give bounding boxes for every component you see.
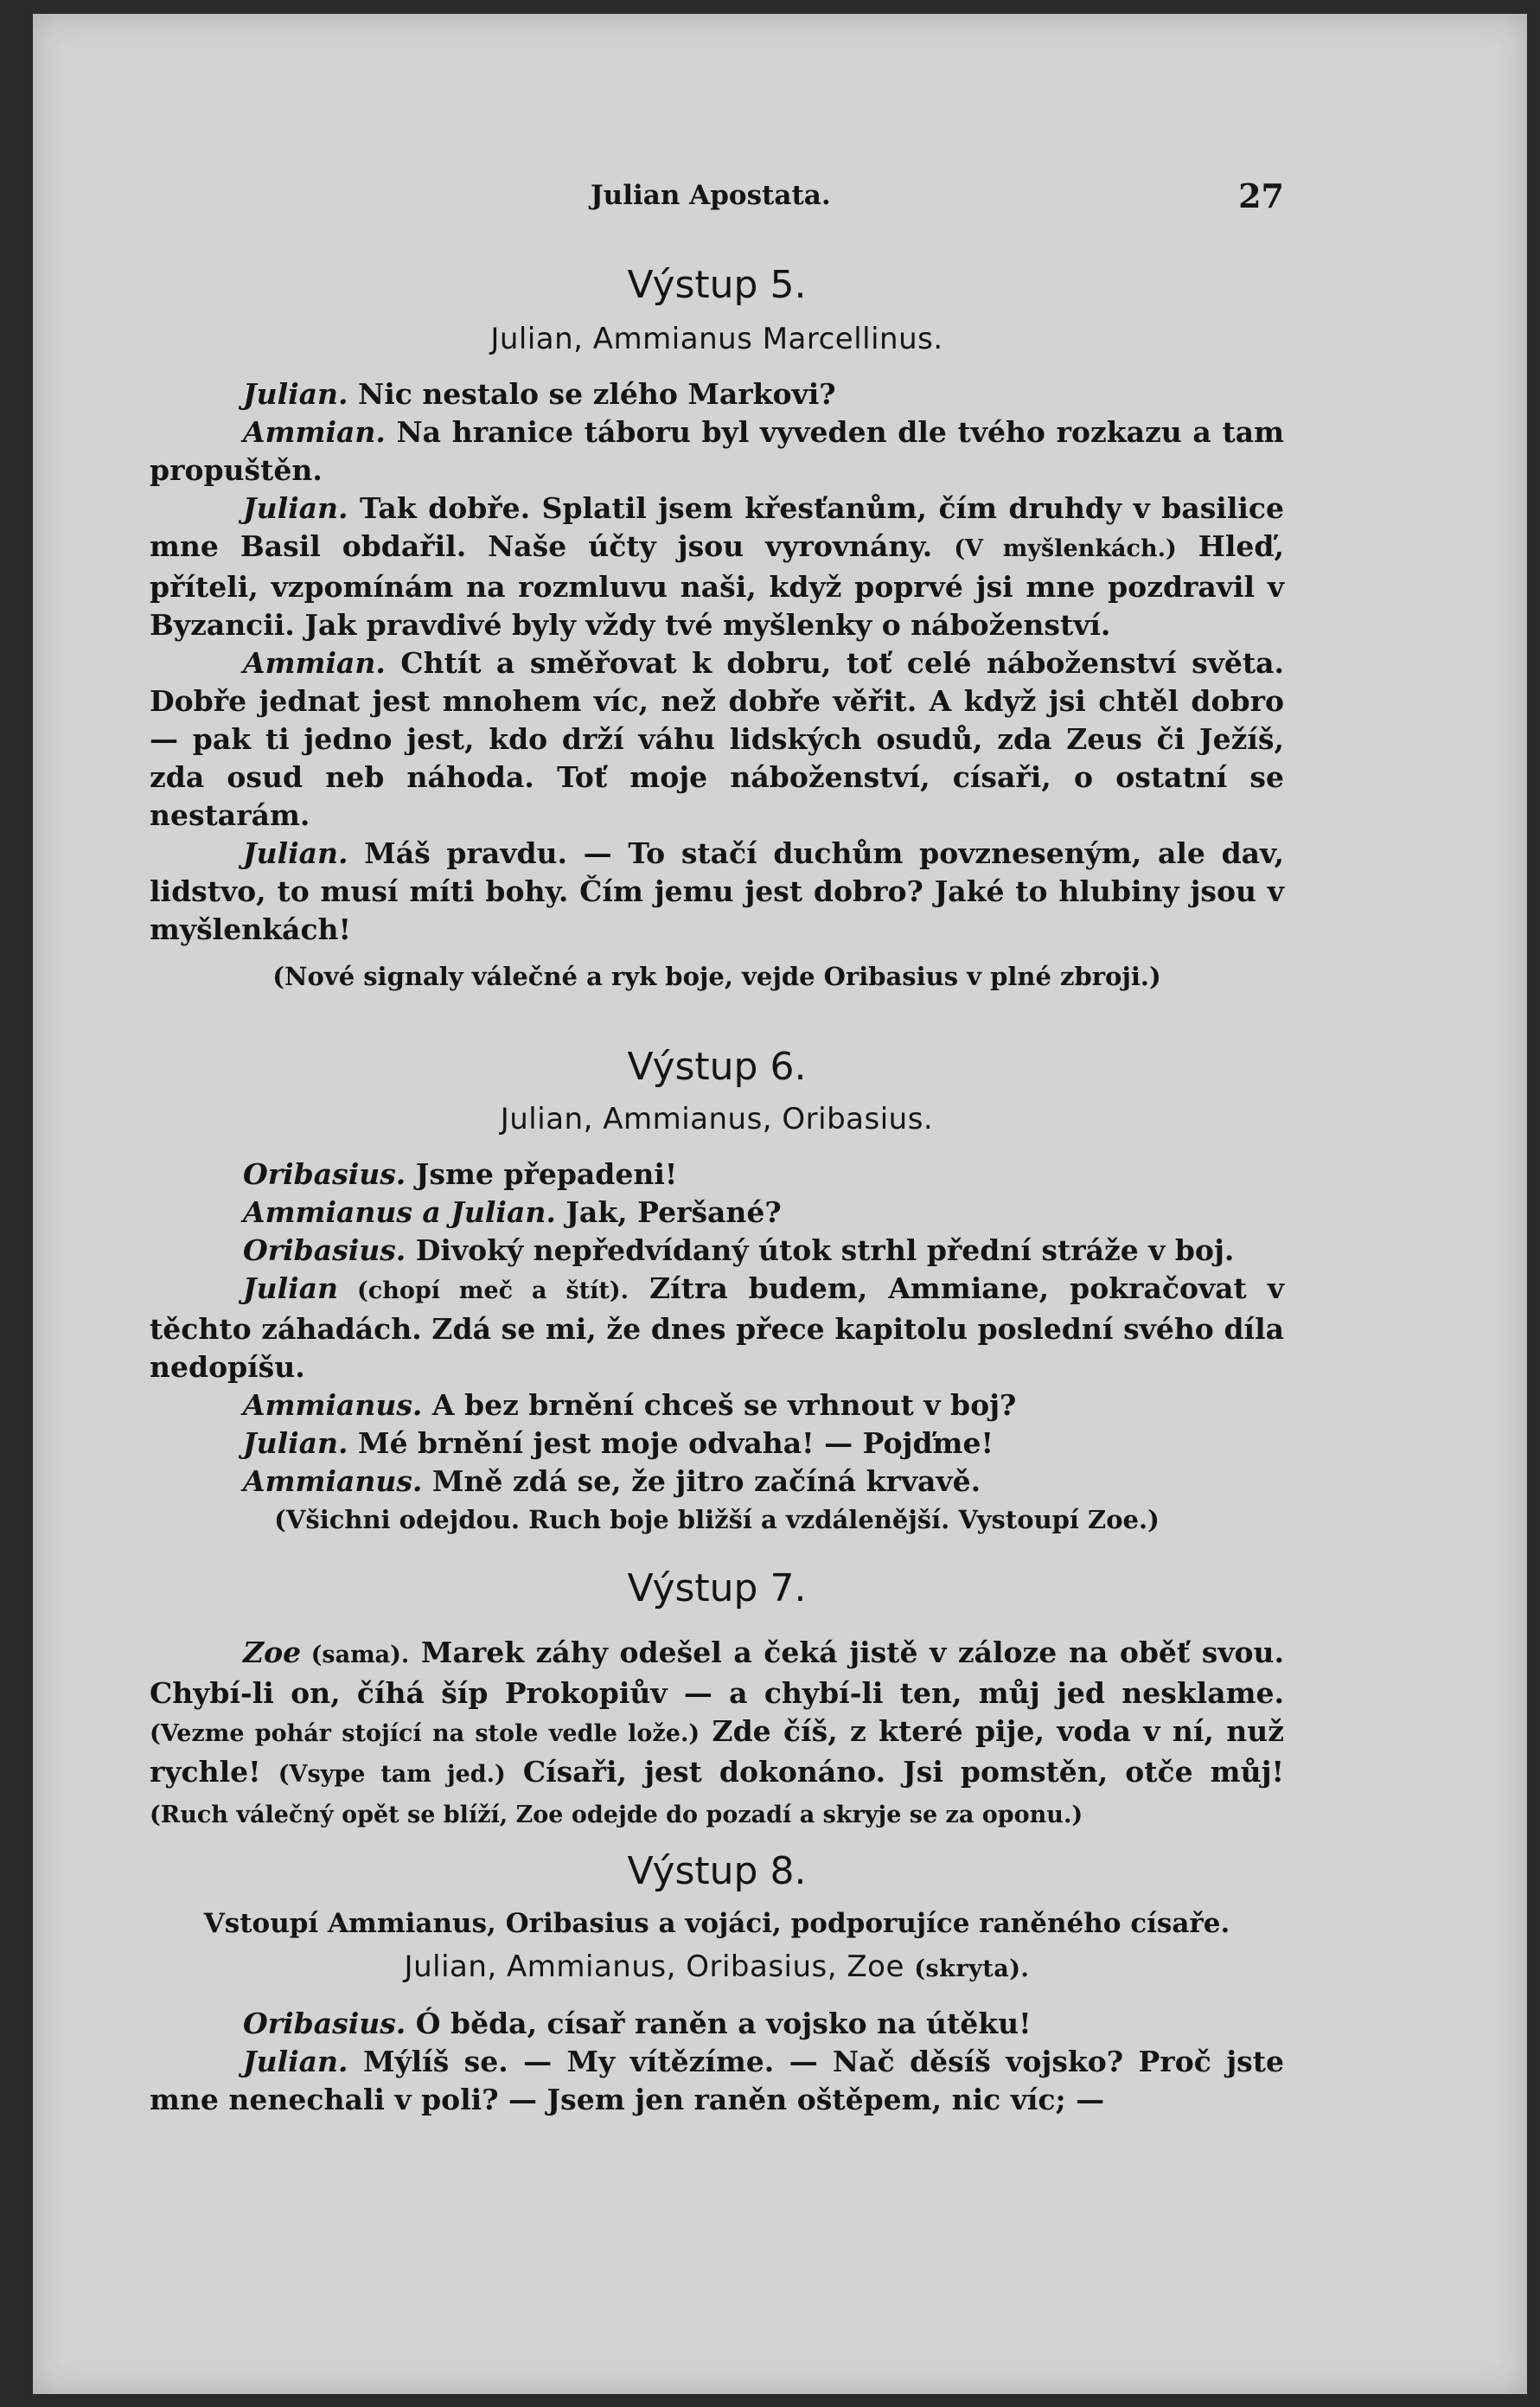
- speaker: Julian.: [243, 377, 348, 411]
- speaker: Ammianus.: [243, 1464, 423, 1498]
- speech-text: Chtít a směřovat k dobru, toť celé náboženství světa. Dobře jednat jest mnohem víc, než dobře věřit. A když jsi chtěl dobro — pak ti jedno jest, kdo drží váhu lidských osudů, zda Zeus či Ježíš, zda osud neb náhoda. Toť moje náboženství, císaři, o ostatní se nestarám.: [150, 646, 1284, 832]
- speech: [150, 490, 1284, 644]
- stage-direction: (V myšlenkách.): [954, 535, 1177, 562]
- scene-6: [150, 1045, 1284, 1539]
- scene-6-heading: Výstup 6.: [627, 1045, 807, 1089]
- speech: [150, 644, 1284, 835]
- speech: [150, 1634, 1284, 1834]
- speech-text: Na hranice táboru byl vyveden dle tvého rozkazu a tam propuštěn.: [150, 415, 1284, 487]
- speech: [150, 2043, 1284, 2119]
- speech-text: Zde číš, z které pije, voda v ní, nuž rychle!: [150, 1714, 1284, 1789]
- speech-text: Jak, Peršané?: [555, 1195, 782, 1229]
- speech: [150, 1424, 1284, 1463]
- speech: [150, 413, 1284, 490]
- speech: [150, 1155, 1284, 1194]
- speaker: Julian: [243, 1271, 339, 1305]
- scene-6-cast: Julian, Ammianus, Oribasius.: [500, 1102, 934, 1136]
- speaker: Ammianus.: [243, 1388, 423, 1422]
- speech-text: Divoký nepředvídaný útok strhl přední stráže v boj.: [406, 1233, 1235, 1267]
- speech-text: A bez brnění chceš se vrhnout v boj?: [422, 1388, 1017, 1422]
- speech-text: Mýlíš se. — My vítězíme. — Nač děsíš vojsko? Proč jste mne nenechali v poli? — Jsem jen raněn oštěpem, nic víc; —: [150, 2045, 1284, 2116]
- stage-direction: (sama).: [301, 1642, 410, 1668]
- speaker: Julian.: [243, 491, 348, 525]
- speech-text: Císaři, jest dokonáno. Jsi pomstěn, otče můj!: [505, 1755, 1284, 1789]
- speaker: Oribasius.: [243, 1157, 406, 1191]
- running-title: Julian Apostata.: [591, 180, 831, 211]
- speech-text: Zítra budem, Ammiane, pokračovat v těchto záhadách. Zdá se mi, že dnes přece kapitolu poslední svého díla nedopíšu.: [150, 1271, 1284, 1384]
- speech: [150, 1194, 1284, 1232]
- scene-8: [150, 1849, 1284, 2119]
- speech: [150, 1386, 1284, 1424]
- cast-list: Julian, Ammianus, Oribasius, Zoe: [404, 1949, 904, 1984]
- speaker: Ammian.: [243, 415, 386, 449]
- speaker: Julian.: [243, 1426, 348, 1460]
- speaker: Oribasius.: [243, 2007, 406, 2040]
- speech: [150, 835, 1284, 949]
- scene-5: [150, 263, 1284, 995]
- stage-direction: (Vezme pohár stojící na stole vedle lože.): [150, 1720, 700, 1747]
- scene-5-cast: Julian, Ammianus Marcellinus.: [490, 322, 943, 356]
- speaker: Ammianus a Julian.: [243, 1195, 556, 1229]
- speech-text: Marek záhy odešel a čeká jistě v záloze na oběť svou. Chybí-li on, číhá šíp Prokopiův — a chybí-li ten, můj jed nesklame.: [150, 1636, 1284, 1710]
- speech-text: Mé brnění jest moje odvaha! — Pojďme!: [348, 1426, 994, 1460]
- page-number: 27: [1238, 176, 1284, 215]
- speech-text: Máš pravdu. — To stačí duchům povzneseným, ale dav, lidstvo, to musí míti bohy. Čím jemu jest dobro? Jaké to hlubiny jsou v myšlenkách!: [150, 836, 1284, 946]
- speech: [150, 375, 1284, 413]
- scene-7-heading: Výstup 7.: [627, 1566, 807, 1610]
- speech-text: Ó běda, císař raněn a vojsko na útěku!: [406, 2007, 1032, 2040]
- speech-text: Nic nestalo se zlého Markovi?: [348, 377, 836, 411]
- speaker: Julian.: [243, 2045, 348, 2078]
- stage-direction: (Vsype tam jed.): [278, 1761, 506, 1788]
- running-head: [150, 171, 1284, 223]
- speech-text: Hleď, příteli, vzpomínám na rozmluvu naši, když poprvé jsi mne pozdravil v Byzancii. Jak pravdivé byly vždy tvé myšlenky o náboženství.: [150, 529, 1284, 642]
- stage-direction: (chopí meč a štít).: [338, 1277, 629, 1304]
- speech: [150, 1463, 1284, 1501]
- speaker: Oribasius.: [243, 1233, 406, 1267]
- speech: [150, 2005, 1284, 2043]
- stage-direction: (Všichni odejdou. Ruch boje bližší a vzdálenější. Vystoupí Zoe.): [274, 1505, 1160, 1534]
- stage-direction: (skryta).: [914, 1956, 1030, 1982]
- speech: [150, 1232, 1284, 1270]
- scene-7: [150, 1566, 1284, 1834]
- scene-8-cast: [150, 1949, 1284, 1984]
- scene-8-heading: Výstup 8.: [627, 1849, 807, 1893]
- speaker: Ammian.: [243, 646, 386, 680]
- scene-5-heading: Výstup 5.: [627, 263, 807, 307]
- speech-text: Tak dobře. Splatil jsem křesťanům, čím druhdy v basilice mne Basil obdařil. Naše účty jsou vyrovnány.: [150, 491, 1284, 563]
- speech-text: Jsme přepadeni!: [406, 1157, 678, 1191]
- stage-direction: (Ruch válečný opět se blíží, Zoe odejde do pozadí a skryje se za oponu.): [150, 1802, 1083, 1828]
- speech-text: Mně zdá se, že jitro začíná krvavě.: [422, 1464, 981, 1498]
- speaker: Zoe: [243, 1636, 302, 1669]
- speaker: Julian.: [243, 836, 348, 870]
- stage-direction: (Nové signaly válečné a ryk boje, vejde Oribasius v plné zbroji.): [272, 962, 1161, 991]
- scene-8-entry: Vstoupí Ammianus, Oribasius a vojáci, podporujíce raněného císaře.: [203, 1908, 1230, 1939]
- speech: [150, 1270, 1284, 1386]
